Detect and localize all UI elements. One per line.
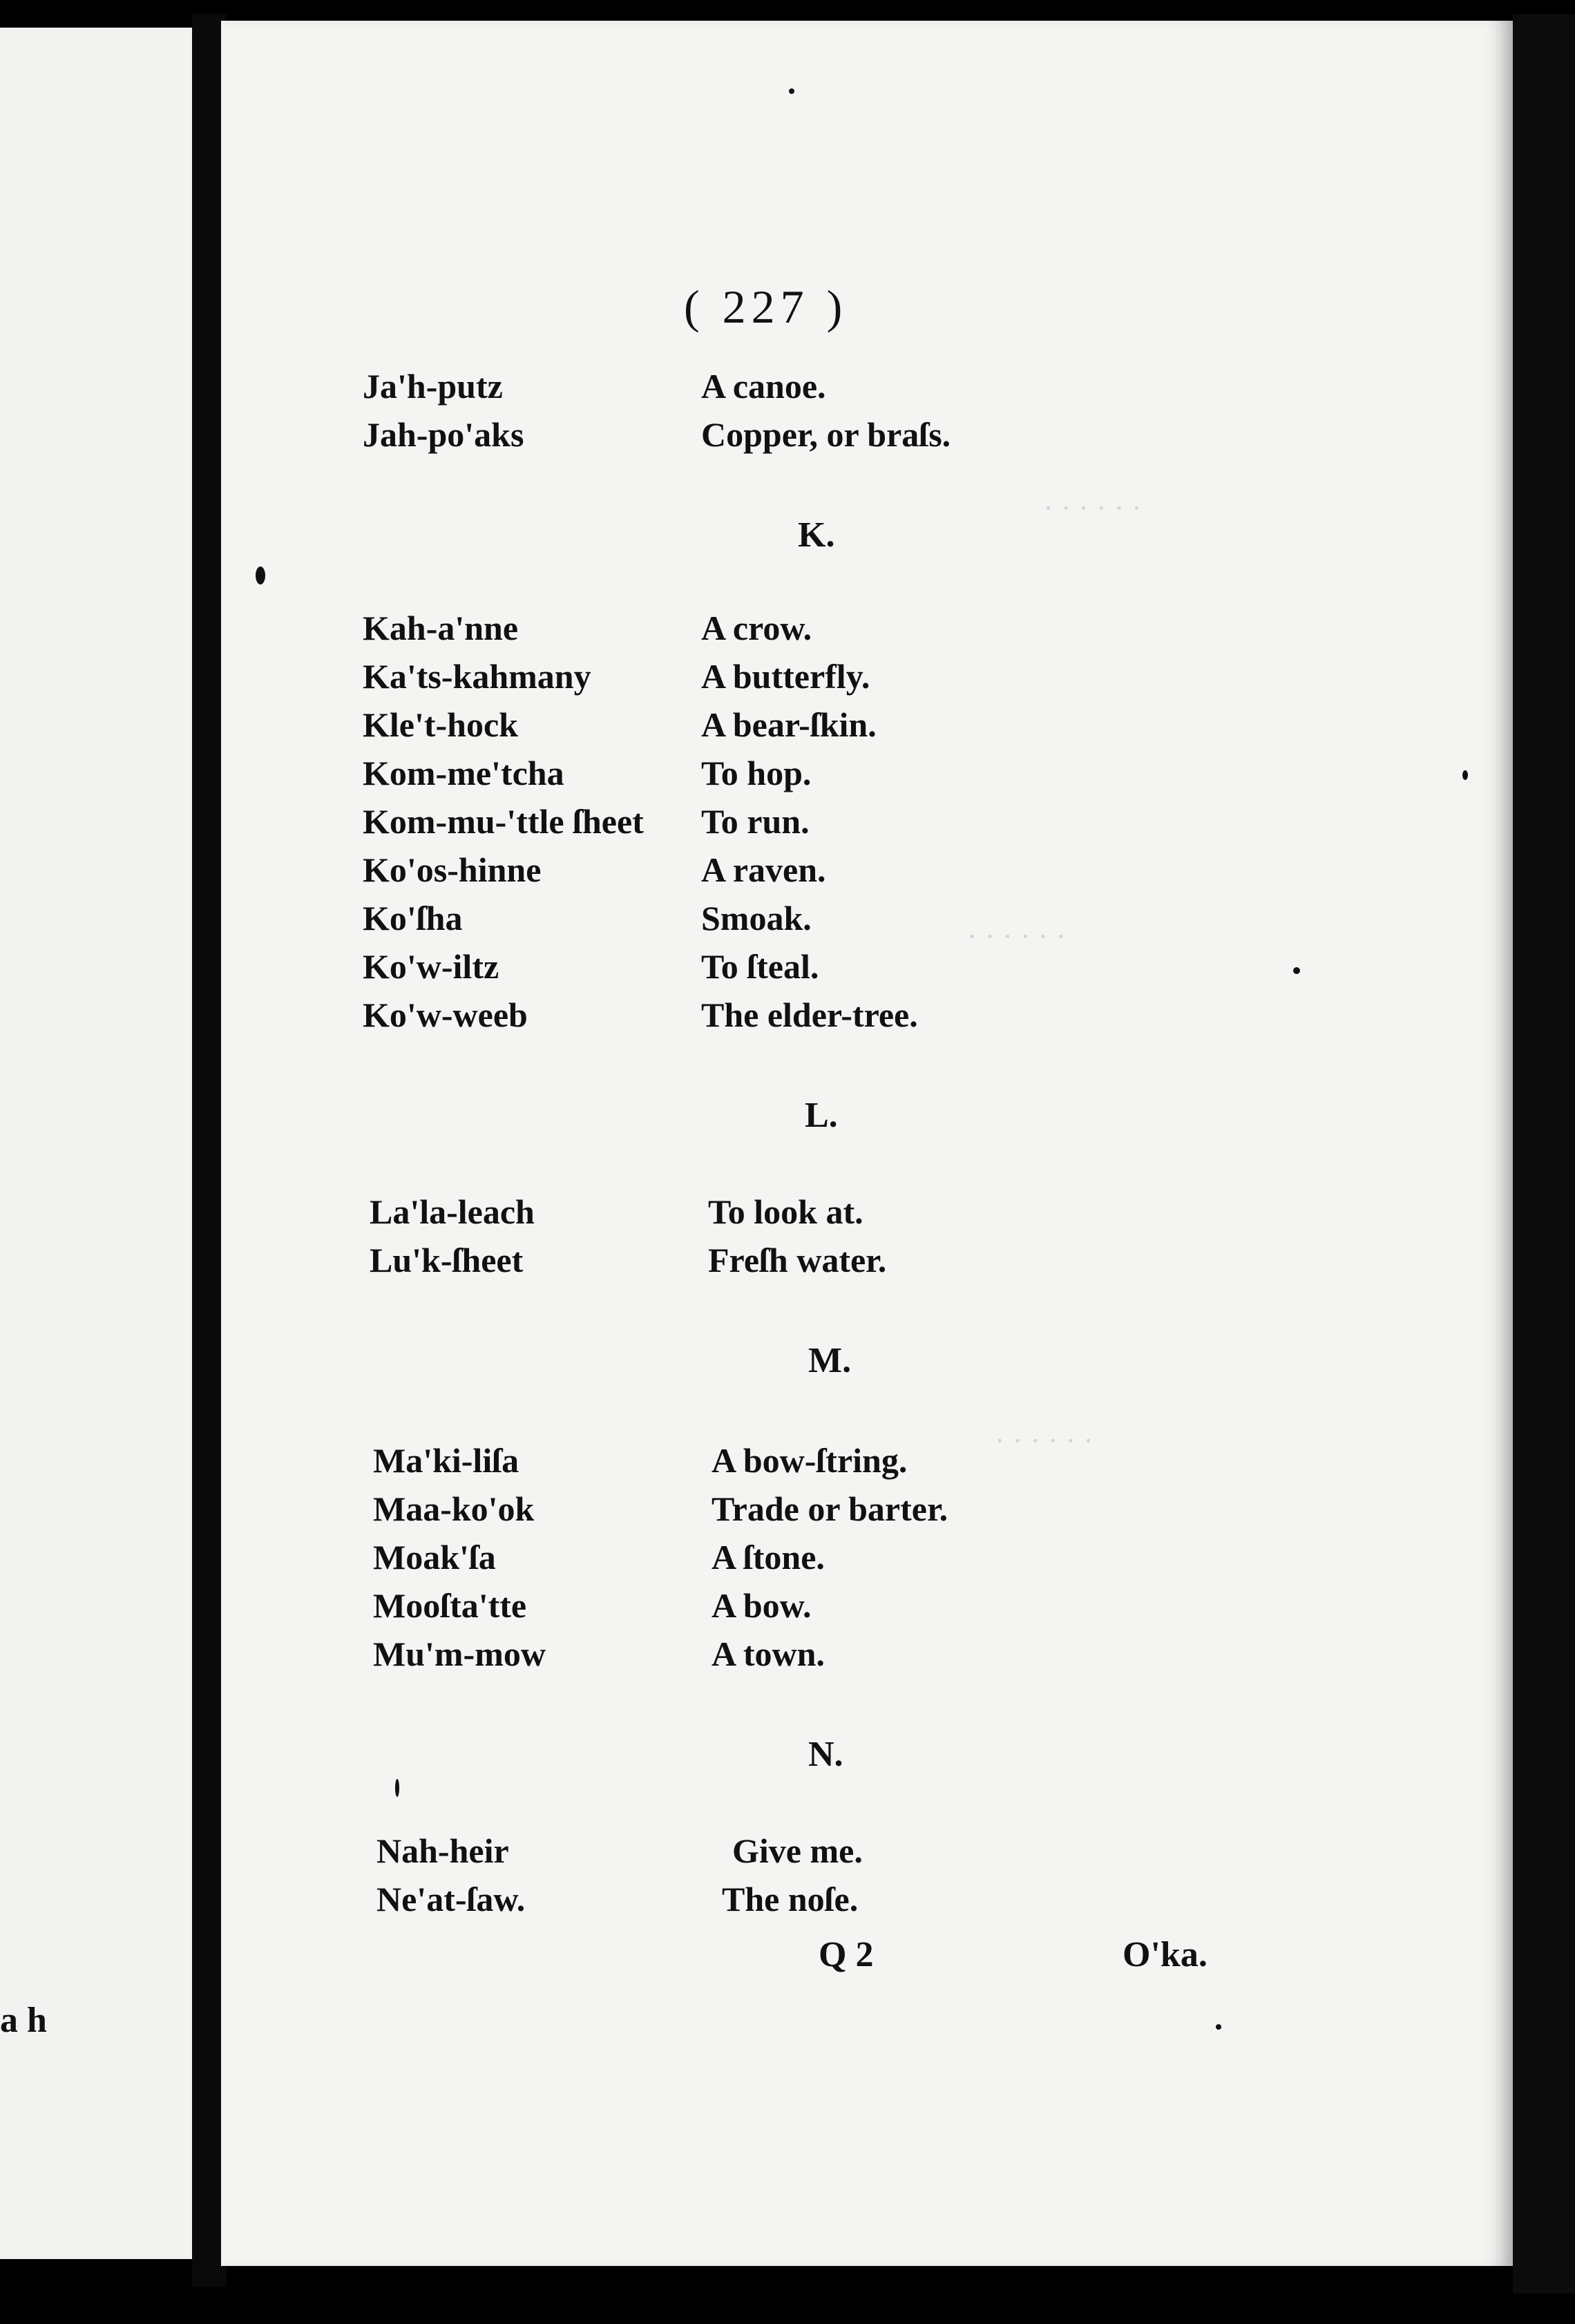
signature-mark: Q 2 (819, 1935, 874, 1974)
entry-headword: Mooſta'tte (373, 1586, 527, 1625)
entry-headword: Ko'ſha (363, 899, 463, 937)
bleed-through-decoration: · · · · · · (995, 1424, 1094, 1458)
entry-headword: Jah-po'aks (363, 415, 524, 454)
entry-headword: Moak'ſa (373, 1538, 496, 1577)
entry-gloss: Give me. (732, 1831, 863, 1870)
bleed-through-decoration: · · · · · · (1043, 491, 1142, 525)
entry-headword: Kom-mu-'ttle ſheet (363, 802, 644, 841)
entry-gloss: Smoak. (701, 899, 812, 937)
entry-headword: Ka'ts-kahmany (363, 657, 591, 696)
entry-gloss: A raven. (701, 850, 826, 889)
entry-gloss: A crow. (701, 609, 812, 647)
entry-gloss: A bow. (712, 1586, 812, 1625)
section-letter-m: M. (808, 1341, 852, 1380)
ink-speck (789, 88, 794, 94)
entry-headword: Maa-ko'ok (373, 1489, 535, 1528)
entry-gloss: To ſteal. (701, 947, 819, 986)
ink-speck (1462, 770, 1468, 780)
entry-gloss: Trade or barter. (712, 1489, 948, 1528)
entry-headword: Kah-a'nne (363, 609, 519, 647)
entry-gloss: A ſtone. (712, 1538, 825, 1577)
entry-gloss: To run. (701, 802, 810, 841)
entry-gloss: A canoe. (701, 367, 826, 406)
entry-gloss: To look at. (708, 1192, 863, 1231)
page-edge-shadow (1513, 14, 1575, 2294)
entry-headword: Ko'w-iltz (363, 947, 499, 986)
entry-gloss: A bear-ſkin. (701, 705, 877, 744)
entry-gloss: Copper, or braſs. (701, 415, 951, 454)
entry-headword: Kom-me'tcha (363, 754, 564, 792)
entry-gloss: To hop. (701, 754, 812, 792)
previous-page-fragment (0, 28, 196, 2259)
ink-speck (256, 566, 265, 584)
entry-headword: La'la-leach (370, 1192, 535, 1231)
section-letter-n: N. (808, 1735, 843, 1774)
ink-speck (1216, 2024, 1221, 2030)
ink-speck (1293, 967, 1300, 974)
entry-gloss: A butterfly. (701, 657, 870, 696)
book-page (221, 21, 1520, 2266)
entry-gloss: A bow-ſtring. (712, 1441, 908, 1480)
section-letter-k: K. (798, 515, 835, 555)
entry-headword: Ma'ki-liſa (373, 1441, 519, 1480)
entry-headword: Ko'os-hinne (363, 850, 542, 889)
previous-page-text: a h (0, 2001, 47, 2040)
entry-headword: Ja'h-putz (363, 367, 503, 406)
entry-headword: Ko'w-weeb (363, 996, 528, 1034)
entry-gloss: The noſe. (722, 1880, 859, 1918)
entry-gloss: The elder-tree. (701, 996, 918, 1034)
entry-headword: Lu'k-ſheet (370, 1241, 524, 1279)
section-letter-l: L. (805, 1096, 838, 1135)
bleed-through-decoration: · · · · · · (967, 920, 1066, 953)
entry-headword: Mu'm-mow (373, 1635, 546, 1673)
entry-gloss: Freſh water. (708, 1241, 887, 1279)
ink-speck (395, 1779, 399, 1797)
entry-headword: Ne'at-ſaw. (376, 1880, 526, 1918)
entry-gloss: A town. (712, 1635, 825, 1673)
entry-headword: Kle't-hock (363, 705, 518, 744)
entry-headword: Nah-heir (376, 1831, 509, 1870)
page-number: ( 227 ) (684, 280, 848, 333)
catchword: O'ka. (1123, 1935, 1208, 1974)
